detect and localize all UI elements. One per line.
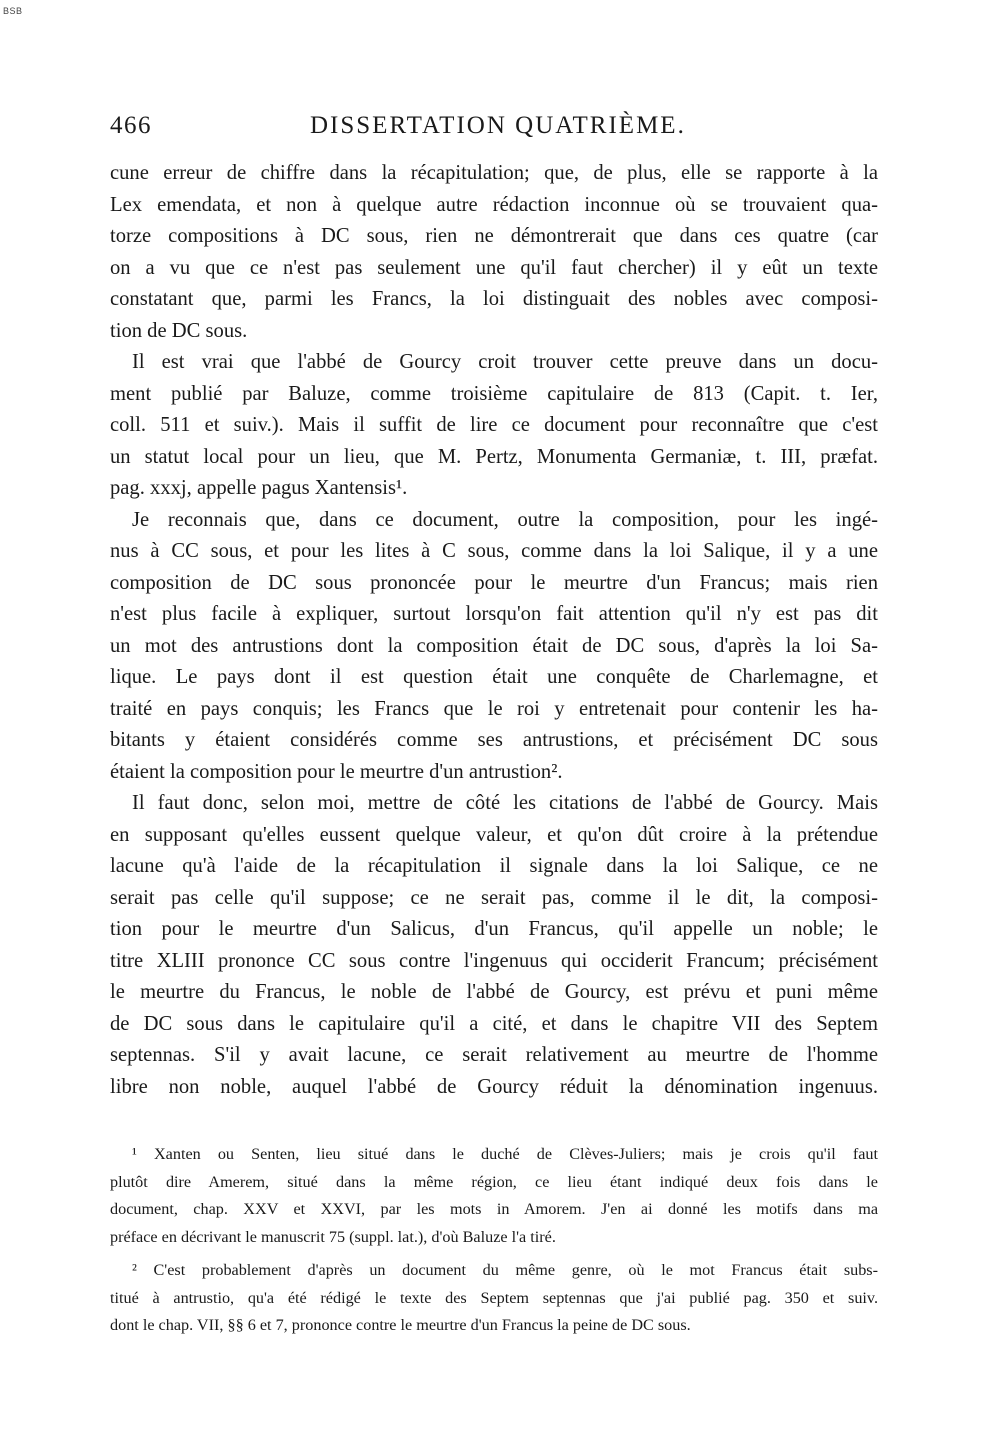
- footnote-line: document, chap. XXV et XXVI, par les mots in Amorem. J'en ai donné les motifs dans ma: [110, 1200, 878, 1218]
- text-line: n'est plus facile à expliquer, surtout lorsqu'on fait attention qu'il n'y est pas dit: [110, 603, 878, 625]
- text-line: Il est vrai que l'abbé de Gourcy croit trouver cette preuve dans un docu-: [132, 351, 878, 373]
- text-line: en supposant qu'elles eussent quelque valeur, et qu'on dût croire à la prétendue: [110, 823, 878, 846]
- text-line: cune erreur de chiffre dans la récapitulation; que, de plus, elle se rapporte à la: [110, 162, 878, 184]
- footnote-line: préface en décrivant le manuscrit 75 (suppl. lat.), d'où Baluze l'a tiré.: [110, 1227, 556, 1246]
- text-line: le meurtre du Francus, le noble de l'abbé de Gourcy, est prévu et puni même: [110, 981, 878, 1003]
- text-line: de DC sous dans le capitulaire qu'il a cité, et dans le chapitre VII des Septem: [110, 1012, 878, 1035]
- text-line: on a vu que ce n'est pas seulement une qu'il faut chercher) il y eût un texte: [110, 256, 878, 279]
- footnotes: [110, 1141, 878, 1340]
- text-line: lique. Le pays dont il est question était une conquête de Charlemagne, et: [110, 666, 878, 688]
- text-line: pag. xxxj, appelle pagus Xantensis¹.: [110, 477, 408, 499]
- text-line: lacune qu'à l'aide de la récapitulation il signale dans la loi Salique, ce ne: [110, 855, 878, 877]
- text-line: septennas. S'il y avait lacune, ce serait relativement au meurtre de l'homme: [110, 1044, 878, 1066]
- footnote-line: ¹ Xanten ou Senten, lieu situé dans le duché de Clèves-Juliers; mais je crois qu'il faut: [132, 1145, 878, 1163]
- page-number: 466: [110, 112, 152, 139]
- text-line: composition de DC sous prononcée pour le meurtre d'un Francus; mais rien: [110, 571, 878, 594]
- text-line: nus à CC sous, et pour les lites à C sous, comme dans la loi Salique, il y a une: [110, 540, 878, 562]
- text-line: Je reconnais que, dans ce document, outre la composition, pour les ingé-: [132, 508, 878, 531]
- text-line: traité en pays conquis; les Francs que le roi y entretenait pour contenir les ha-: [110, 697, 878, 720]
- running-head: [110, 112, 876, 148]
- text-line: Il faut donc, selon moi, mettre de côté les citations de l'abbé de Gourcy. Mais: [132, 792, 878, 814]
- text-line: libre non noble, auquel l'abbé de Gourcy réduit la dénomination ingenuus.: [110, 1075, 878, 1098]
- text-line: un statut local pour un lieu, que M. Pertz, Monumenta Germaniæ, t. III, præfat.: [110, 445, 878, 468]
- text-line: torze compositions à DC sous, rien ne démontrerait que dans ces quatre (car: [110, 225, 878, 247]
- page-title: DISSERTATION QUATRIÈME.: [310, 112, 686, 139]
- text-line: titre XLIII prononce CC sous contre l'ingenuus qui occiderit Francum; précisément: [110, 949, 878, 972]
- body-text: [110, 158, 878, 1103]
- text-line: constatant que, parmi les Francs, la loi distinguait des nobles avec composi-: [110, 288, 878, 310]
- text-line: tion pour le meurtre d'un Salicus, d'un Francus, qu'il appelle un noble; le: [110, 918, 878, 940]
- text-line: ment publié par Baluze, comme troisième capitulaire de 813 (Capit. t. Ier,: [110, 382, 878, 405]
- library-stamp: BSB: [3, 6, 23, 16]
- text-line: étaient la composition pour le meurtre d'un antrustion².: [110, 760, 563, 783]
- text-line: Lex emendata, et non à quelque autre rédaction inconnue où se trouvaient qua-: [110, 193, 878, 216]
- text-line: un mot des antrustions dont la composition était de DC sous, d'après la loi Sa-: [110, 634, 878, 657]
- text-line: serait pas celle qu'il suppose; ce ne serait pas, comme il le dit, la composi-: [110, 886, 878, 909]
- text-line: bitants y étaient considérés comme ses antrustions, et précisément DC sous: [110, 729, 878, 751]
- footnote-line: titué à antrustio, qu'a été rédigé le texte des Septem septennas que j'ai publié pag. 350 et suiv.: [110, 1288, 878, 1307]
- footnote-line: dont le chap. VII, §§ 6 et 7, prononce contre le meurtre d'un Francus la peine de DC sous.: [110, 1316, 691, 1334]
- footnote-line: plutôt dire Amerem, situé dans la même région, ce lieu étant indiqué deux fois dans le: [110, 1172, 878, 1191]
- footnote-line: ² C'est probablement d'après un document du même genre, où le mot Francus était subs-: [132, 1261, 878, 1279]
- text-line: tion de DC sous.: [110, 319, 248, 342]
- text-line: coll. 511 et suiv.). Mais il suffit de lire ce document pour reconnaître que c'est: [110, 414, 878, 436]
